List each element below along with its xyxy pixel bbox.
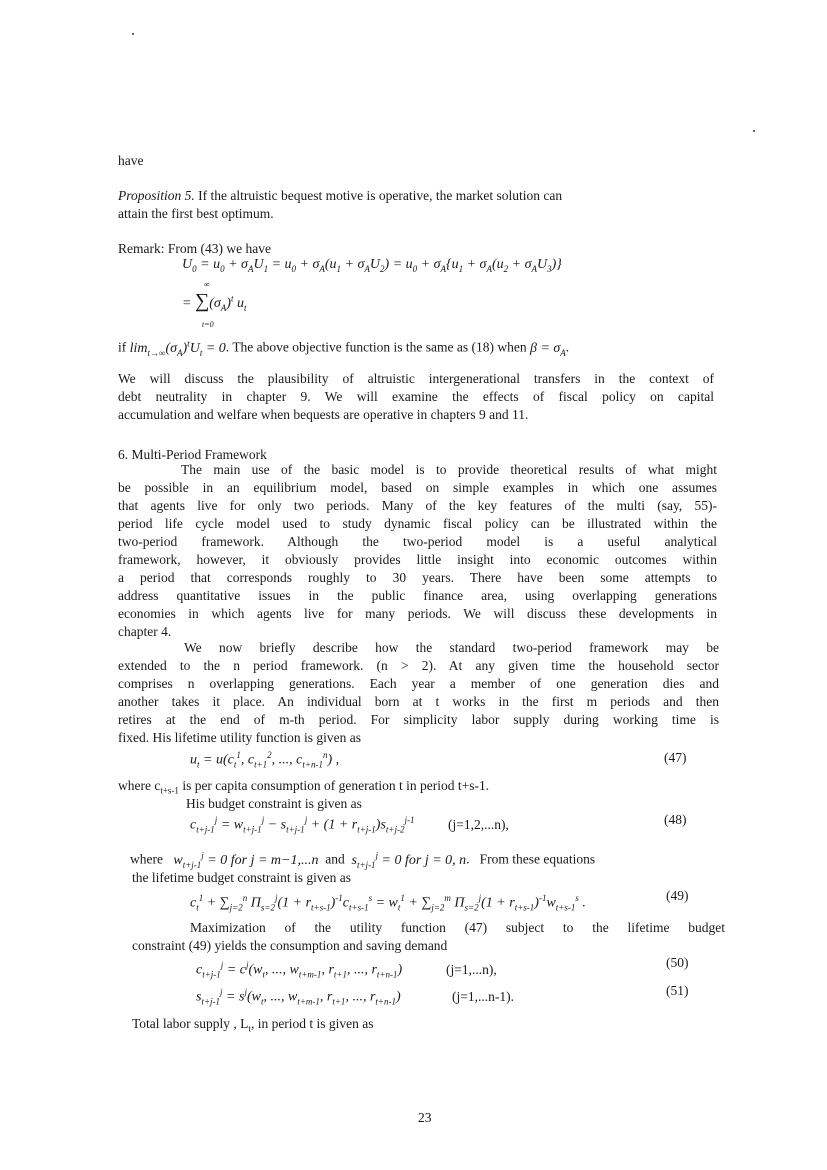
text-line: Total labor supply , $L_t$, in period t is given as <box>132 1016 374 1034</box>
equation-sum: ∞ = $\sum(\sigma_A)^t$ $u_t$ t=0 <box>182 280 247 329</box>
equation-number: (51) <box>666 983 689 998</box>
proposition-label: Proposition 5. <box>118 188 195 203</box>
text-line: framework, however, it obviously provides little insight into economic outcomes within <box>118 552 717 567</box>
text-line: chapter 4. <box>118 624 172 639</box>
beta-expression: $\beta = \sigma_A$ <box>529 340 566 358</box>
condition-line: if $\lim_{t\to\infty}(\sigma_A)^tU_t = 0$. The above objective function is the same as (18) when $\beta = \sigma_A$. <box>118 338 570 358</box>
text-fragment: where c <box>118 778 161 793</box>
text-line: The above objective function is the same as (18) when <box>232 339 527 355</box>
text-line: We now briefly describe how the standard two-period framework may be <box>184 640 719 655</box>
text-line: be possible in an equilibrium model, based on simple examples in which one assumes <box>118 480 717 495</box>
text-line: economies in which agents live for many periods. We will discuss these developments in <box>118 606 717 621</box>
text-line: If the altruistic bequest motive is operative, the market solution can <box>198 188 563 203</box>
text-line: the lifetime budget constraint is given as <box>132 870 351 885</box>
text-line: Maximization of the utility function (47) subject to the lifetime budget <box>190 920 725 935</box>
text-line: another takes it place. An individual born at t works in the first m periods and then <box>118 694 719 709</box>
equation-note: (j=1,...n-1). <box>452 989 514 1004</box>
text-line: debt neutrality in chapter 9. We will examine the effects of fiscal policy on capital <box>118 389 714 404</box>
text-line: if <box>118 339 127 355</box>
section-heading: 6. Multi-Period Framework <box>118 447 267 462</box>
equation-48: $c_{t+j-1}^j = w_{t+j-1}^j - s_{t+j-1}^j + (1 + r_{t+j-1})s_{t+j-2}^{j-1}$ <box>190 815 415 835</box>
equation-49: $c_t^1 + \sum_{j=2}^n$ $\Pi_{s=2}^j(1 + r_{t+s-1})^{-1}c_{t+s-1}^s = w_t^1 + \sum_{j=2}^m$ $\Pi_{s=2}^j(1 + r_{t+s-1})^{-1}w_{t+s-1}^s$ . <box>190 893 586 913</box>
remark: Remark: From (43) we have <box>118 241 271 256</box>
scan-speck <box>132 33 134 35</box>
equation-number: (48) <box>664 812 687 827</box>
text-line: have <box>118 153 144 168</box>
text-line: fixed. His lifetime utility function is given as <box>118 730 361 745</box>
text-line: where $c_{t+s-1}$ is per capita consumption of generation t in period t+s-1. <box>118 778 490 796</box>
text-line: period life cycle model used to study dynamic fiscal policy can be illustrated within the <box>118 516 717 531</box>
text-line: accumulation and welfare when bequests are operative in chapters 9 and 11. <box>118 407 529 422</box>
text-line: comprises n overlapping generations. Each year a member of one generation dies and <box>118 676 719 691</box>
equation-note: (j=1,2,...n), <box>448 817 509 832</box>
text-fragment: where <box>130 851 163 867</box>
equation-50: $c_{t+j-1}^j = c^j(w_t$, ..., $w_{t+m-1}$, $r_{t+1}$, ..., $r_{t+n-1}$) <box>196 960 403 980</box>
text-line: a period that corresponds roughly to 30 years. There have been some attempts to <box>118 570 717 585</box>
text-fragment: From these equations <box>479 851 596 867</box>
equation-u0: $U_0 = u_0 + \sigma_AU_1 = u_0 + \sigma_A(u_1 + \sigma_AU_2) = u_0 + \sigma_A\{u_1 + \sigma_A(u_2 + \sigma_AU_3)\}$ <box>182 257 562 274</box>
equation-number: (50) <box>666 955 689 970</box>
text-line: The main use of the basic model is to provide theoretical results of what might <box>181 462 717 477</box>
text-line: constraint (49) yields the consumption and saving demand <box>132 938 448 953</box>
text-line: attain the first best optimum. <box>118 206 274 221</box>
text-line: extended to the n period framework. (n > 2). At any given time the household sector <box>118 658 719 673</box>
text-line: that agents live for only two periods. Many of the key features of the multi (say, 55)- <box>118 498 717 513</box>
equation-note: (j=1,...n), <box>446 962 497 977</box>
equation-47: $u_t = u(c_t^1$, $c_{t+1}^2$, ..., $c_{t+n-1}^n$) , <box>190 750 340 770</box>
text-fragment: is per capita consumption of generation t in period t+s-1. <box>178 778 490 793</box>
text-line: where $w_{t+j-1}^j = 0$ for j = m−1,...n and $s_{t+j-1}^j = 0$ for j = 0, n. From these equations <box>130 850 596 870</box>
equation-number: (47) <box>664 750 687 765</box>
page-number: 23 <box>418 1110 432 1125</box>
text-line: two-period framework. Although the two-period model is a useful analytical <box>118 534 717 549</box>
equation-number: (49) <box>666 888 689 903</box>
limit-expression: $\lim_{t\to\infty}(\sigma_A)^tU_t = 0$ <box>129 338 226 358</box>
text-line: His budget constraint is given as <box>186 796 362 811</box>
text-line: We will discuss the plausibility of altruistic intergenerational transfers in the context of <box>118 371 714 386</box>
scan-speck <box>753 130 755 132</box>
text-fragment: , in period t is given as <box>250 1016 374 1031</box>
text-fragment: Total labor supply , L <box>132 1016 249 1031</box>
text-line: address quantitative issues in the public finance area, using overlapping generations <box>118 588 717 603</box>
proposition <box>118 188 562 204</box>
equation-51: $s_{t+j-1}^j = s^j(w_t$, ..., $w_{t+m-1}$, $r_{t+1}$, ..., $r_{t+n-1}$) <box>196 987 401 1007</box>
text-line: retires at the end of m-th period. For simplicity labor supply during working time is <box>118 712 719 727</box>
